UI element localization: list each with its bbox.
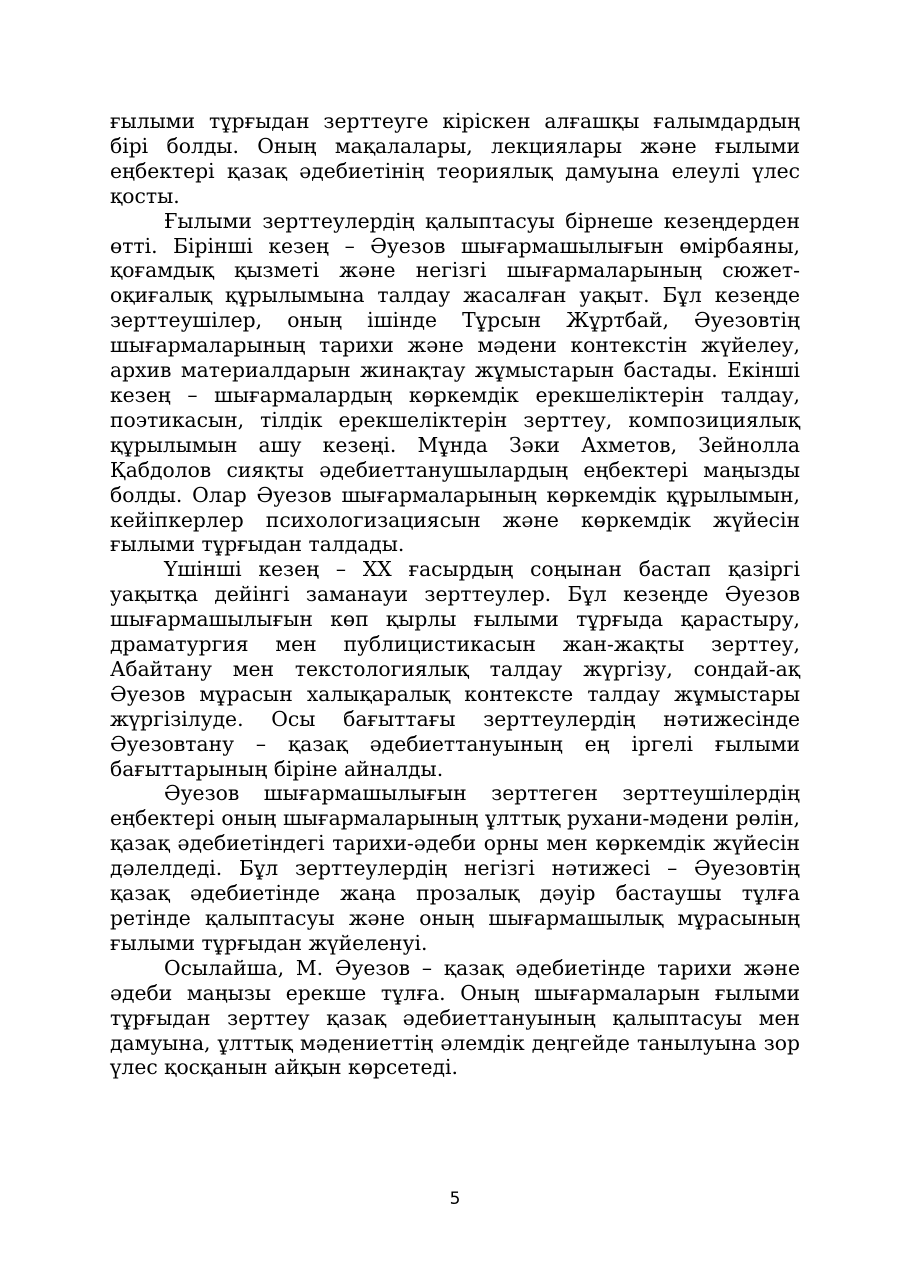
paragraph-continuation: ғылыми тұрғыдан зерттеуге кіріскен алғашқы ғалымдардың бірі болды. Оның мақалалары, лекциялары және ғылыми еңбектері қазақ әдебиетінің теориялық дамуына елеулі үлес қосты.: [110, 109, 800, 208]
paragraph-conclusion: Осылайша, М. Әуезов – қазақ әдебиетінде тарихи және әдеби маңызы ерекше тұлға. Оның шығармаларын ғылыми тұрғыдан зерттеу қазақ әдебиеттануының қалыптасуы мен дамуына, ұлттық мәдениеттің әлемдік деңгейде танылуына зор үлес қосқанын айқын көрсетеді.: [110, 955, 800, 1080]
page-number: 5: [449, 1189, 461, 1209]
paragraph-research-results: Әуезов шығармашылығын зерттеген зерттеушілердің еңбектері оның шығармаларының ұлттық рухани-мәдени рөлін, қазақ әдебиетіндегі тарихи-әдеби орны мен көркемдік жүйесін дәлелдеді. Бұл зерттеулердің негізгі нәтижесі – Әуезовтің қазақ әдебиетінде жаңа прозалық дәуір бастаушы тұлға ретінде қалыптасуы және оның шығармашылық мұрасының ғылыми тұрғыдан жүйеленуі.: [110, 781, 800, 955]
paragraph-research-stages: Ғылыми зерттеулердің қалыптасуы бірнеше кезеңдерден өтті. Бірінші кезең – Әуезов шығармашылығын өмірбаяны, қоғамдық қызметі және негізгі шығармаларының сюжет-оқиғалық құрылымына талдау жасалған уақыт. Бұл кезеңде зерттеушілер, оның ішінде Тұрсын Жұртбай, Әуезовтің шығармаларының тарихи және мәдени контекстін жүйелеу, архив материалдарын жинақтау жұмыстарын бастады. Екінші кезең – шығармалардың көркемдік ерекшеліктерін талдау, поэтикасын, тілдік ерекшеліктерін зерттеу, композициялық құрылымын ашу кезеңі. Мұнда Зәки Ахметов, Зейнолла Қабдолов сияқты әдебиеттанушылардың еңбектері маңызды болды. Олар Әуезов шығармаларының көркемдік құрылымын, кейіпкерлер психологизациясын және көркемдік жүйесін ғылыми тұрғыдан талдады.: [110, 208, 800, 557]
paragraph-third-stage: Үшінші кезең – XX ғасырдың соңынан бастап қазіргі уақытқа дейінгі заманауи зерттеулер. Бұл кезеңде Әуезов шығармашылығын көп қырлы ғылыми тұрғыда қарастыру, драматургия мен публицистикасын жан-жақты зерттеу, Абайтану мен текстологиялық талдау жүргізу, сондай-ақ Әуезов мұрасын халықаралық контексте талдау жұмыстары жүргізілуде. Осы бағыттағы зерттеулердің нәтижесінде Әуезовтану – қазақ әдебиеттануының ең іргелі ғылыми бағыттарының біріне айналды.: [110, 557, 800, 781]
body-text: [110, 109, 800, 1080]
